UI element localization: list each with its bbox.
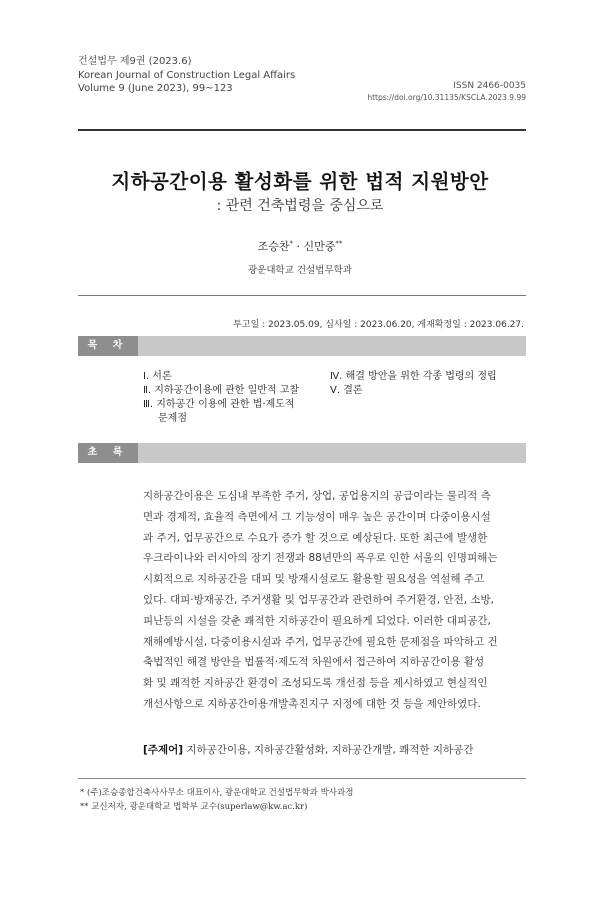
affiliation: 광운대학교 건설법무학과: [248, 265, 352, 276]
abstract-body: [143, 486, 535, 715]
abstract-line: 면과 경제적, 효율적 측면에서 그 기능성이 매우 높은 공간이며 다중이용시설: [143, 510, 491, 523]
issn: ISSN 2466-0035: [453, 81, 526, 91]
abstract-line: 우크라이나와 러시아의 장기 전쟁과 88년만의 폭우로 인한 서울의 인명피해는: [143, 552, 498, 565]
author-line: [0, 238, 600, 254]
author-1: 조승찬: [257, 240, 290, 253]
abstract-line: 있다. 대피·방재공간, 주거생활 및 업무공간과 관련하여 주거환경, 안전, 소방,: [143, 593, 495, 606]
doi-link[interactable]: https://doi.org/10.31135/KSCLA.2023.9.99: [367, 93, 526, 102]
toc-item[interactable]: Ⅲ. 지하공간 이용에 관한 법·제도적: [143, 399, 295, 410]
abstract-line: 피난등의 시설을 갖춘 쾌적한 지하공간이 필요하게 되었다. 이러한 대피공간,: [143, 614, 491, 627]
footnotes: [80, 786, 353, 814]
toc-item[interactable]: Ⅰ. 서론: [143, 371, 172, 382]
footnote-rule: [78, 778, 526, 779]
title-rule: [78, 295, 526, 296]
toc-left-column: [143, 370, 299, 426]
abstract-line: 지하공간이용은 도심내 부족한 주거, 상업, 공업용지의 공급이라는 물리적 측: [143, 490, 491, 502]
author-2: 신만중: [303, 240, 336, 253]
abstract-line: 축법적인 해결 방안을 법률적·제도적 차원에서 접근하여 지하공간이용 활성: [143, 656, 485, 669]
toc-item[interactable]: Ⅱ. 지하공간이용에 관한 일반적 고찰: [143, 385, 300, 396]
keywords-text: 지하공간이용, 지하공간활성화, 지하공간개발, 쾌적한 지하공간: [186, 744, 474, 756]
paper-title: 지하공간이용 활성화를 위한 법적 지원방안: [111, 170, 489, 193]
keywords-label: [주제어]: [143, 744, 184, 756]
author-separator: ·: [293, 240, 304, 253]
journal-title-en: Korean Journal of Construction Legal Affairs: [78, 69, 296, 81]
footnote-1: * (주)조승종합건축사사무소 대표이사, 광운대학교 건설법무학과 박사과정: [80, 788, 354, 798]
abstract-line: 시회적으로 지하공간을 대피 및 방재시설로도 활용할 필요성을 역설해 주고: [143, 573, 485, 586]
journal-title-kr: 건설법무 제9권 (2023.6): [78, 56, 192, 67]
toc-label: 목 차: [78, 336, 138, 356]
footnote-2: ** 교신저자, 광운대학교 법학부 교수(superlaw@kw.ac.kr): [80, 802, 308, 812]
abstract-line: 개선사항으로 지하공간이용개발촉진지구 지정에 대한 것 등을 제안하였다.: [143, 697, 481, 710]
toc-item[interactable]: Ⅴ. 결론: [330, 385, 363, 396]
abstract-line: 재해예방시설, 다중이용시설과 주거, 업무공간에 필요한 문제점을 파악하고 건: [143, 635, 498, 648]
journal-identifiers: [367, 80, 526, 104]
journal-header: [78, 55, 295, 96]
abstract-line: 화 및 쾌적한 지하공간 환경이 조성되도록 개선점 등을 제시하였고 현실적인: [143, 677, 488, 690]
abstract-line: 과 주거, 업무공간으로 수요가 증가 할 것으로 예상된다. 또한 최근에 발생한: [143, 531, 488, 544]
author-1-mark: *: [289, 239, 293, 248]
toc-item-continuation[interactable]: 문제점: [158, 413, 187, 424]
abstract-label: 초 록: [78, 443, 138, 463]
journal-volume: Volume 9 (June 2023), 99~123: [78, 83, 233, 94]
toc-section-bar: [78, 336, 526, 356]
paper-subtitle: : 관련 건축법령을 중심으로: [216, 198, 384, 214]
keywords: [143, 742, 473, 757]
toc-item[interactable]: Ⅳ. 해결 방안을 위한 각종 법령의 정립: [330, 371, 497, 382]
toc-right-column: [330, 370, 497, 398]
author-2-mark: **: [335, 239, 343, 248]
abstract-section-bar: [78, 443, 526, 463]
submission-dates: 투고일 : 2023.05.09, 심사일 : 2023.06.20, 게재확정일 : 2023.06.27.: [233, 320, 524, 330]
header-rule: [78, 129, 526, 131]
